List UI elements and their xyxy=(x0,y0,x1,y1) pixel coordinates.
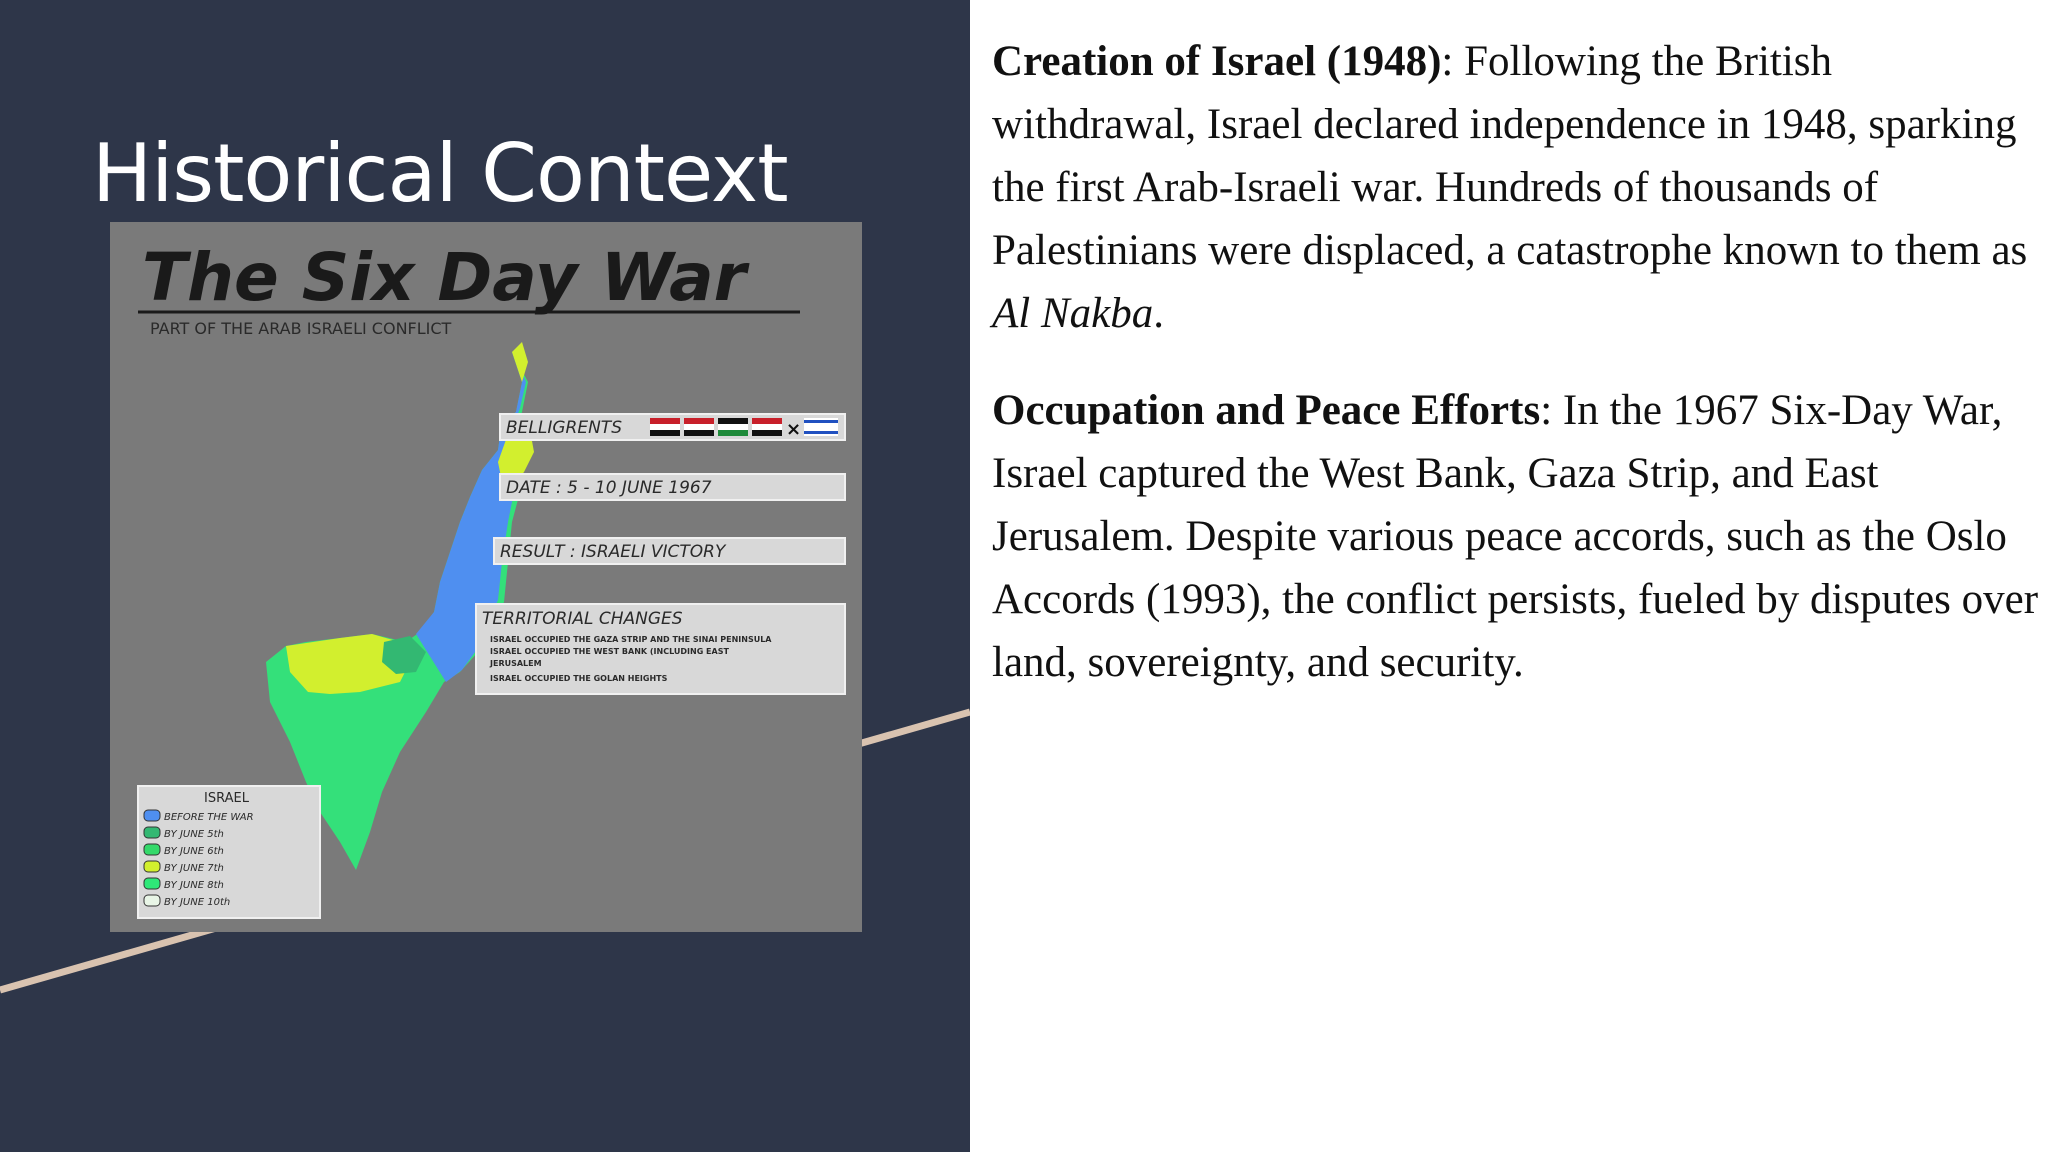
map-legend-item: BY JUNE 6th xyxy=(164,846,224,857)
paragraph-heading: Occupation and Peace Efforts xyxy=(992,387,1541,434)
slide-title: Historical Context xyxy=(92,127,788,220)
map-legend-item: BY JUNE 10th xyxy=(164,897,231,908)
al-nakba-term: Al Nakba xyxy=(992,290,1154,337)
map-territorial-item: ISRAEL OCCUPIED THE GOLAN HEIGHTS xyxy=(490,674,668,683)
map-heading: The Six Day War xyxy=(142,239,747,316)
map-territorial-item: JERUSALEM xyxy=(490,659,542,668)
paragraph-creation-of-israel xyxy=(992,30,2042,345)
map-legend-item: BY JUNE 8th xyxy=(164,880,224,891)
right-panel xyxy=(970,0,2048,1152)
map-date-label: DATE : 5 - 10 JUNE 1967 xyxy=(506,478,712,498)
map-territorial-item: ISRAEL OCCUPIED THE WEST BANK (INCLUDING EAST xyxy=(490,647,729,656)
paragraph-text: : Following the British withdrawal, Israel declared independence in 1948, sparking the first Arab-Israeli war. Hundreds of thousands of Palestinians were displaced, a catastrophe known to them as xyxy=(992,38,2028,274)
map-legend-title: ISRAEL xyxy=(204,791,249,806)
map-territorial-item: ISRAEL OCCUPIED THE GAZA STRIP AND THE SINAI PENINSULA xyxy=(490,635,772,644)
paragraph-occupation-and-peace xyxy=(992,379,2042,694)
map-territorial-heading: TERRITORIAL CHANGES xyxy=(482,609,683,629)
paragraph-heading: Creation of Israel (1948) xyxy=(992,38,1442,85)
paragraph-end: . xyxy=(1153,290,1164,337)
map-result-label: RESULT : ISRAELI VICTORY xyxy=(500,542,726,562)
map-belligerents-label: BELLIGRENTS xyxy=(506,418,622,438)
six-day-war-map-image xyxy=(110,222,862,932)
paragraph-text: : In the 1967 Six-Day War, Israel captured the West Bank, Gaza Strip, and East Jerusalem. Despite various peace accords, such as the Oslo Accords (1993), the conflict persists, fueled by disputes over land, sovereignty, and security. xyxy=(992,387,2039,686)
map-subheading: PART OF THE ARAB ISRAELI CONFLICT xyxy=(150,319,452,338)
map-legend-item: BY JUNE 5th xyxy=(164,829,224,840)
body-text xyxy=(992,30,2042,728)
svg-text:×: × xyxy=(786,419,802,440)
map-legend-item: BEFORE THE WAR xyxy=(164,812,254,823)
left-panel xyxy=(0,0,970,1152)
map-legend-item: BY JUNE 7th xyxy=(164,863,224,874)
